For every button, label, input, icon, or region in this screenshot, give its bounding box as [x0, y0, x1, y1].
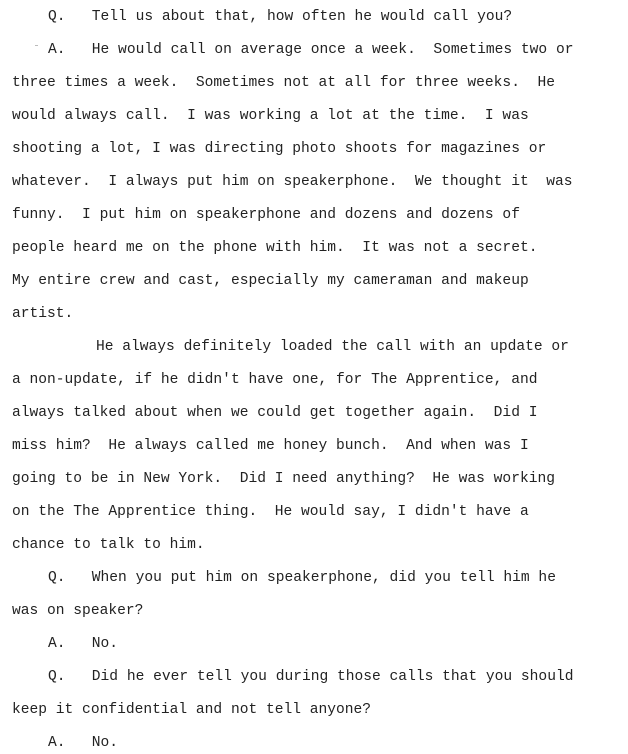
transcript-line: going to be in New York. Did I need anything? He was working [12, 471, 555, 487]
transcript-line: three times a week. Sometimes not at all for three weeks. He [12, 75, 555, 91]
transcript-line: on the The Apprentice thing. He would say, I didn't have a [12, 504, 529, 520]
transcript-line: My entire crew and cast, especially my cameraman and makeup [12, 273, 529, 289]
transcript-line: keep it confidential and not tell anyone? [12, 702, 372, 718]
transcript-line: He always definitely loaded the call with an update or [96, 339, 569, 355]
transcript-line: Q. Tell us about that, how often he would call you? [48, 9, 513, 25]
transcript-line: A. He would call on average once a week. Sometimes two or [48, 42, 574, 58]
transcript-line: chance to talk to him. [12, 537, 205, 553]
transcript-line: miss him? He always called me honey bunch. And when was I [12, 438, 529, 454]
transcript-line: people heard me on the phone with him. It was not a secret. [12, 240, 538, 256]
transcript-line: artist. [12, 306, 74, 322]
transcript-line: would always call. I was working a lot at the time. I was [12, 108, 529, 124]
transcript-line: Q. Did he ever tell you during those calls that you should [48, 669, 574, 685]
transcript-line: Q. When you put him on speakerphone, did you tell him he [48, 570, 556, 586]
transcript-line: funny. I put him on speakerphone and dozens and dozens of [12, 207, 520, 223]
transcript-line: whatever. I always put him on speakerphone. We thought it was [12, 174, 573, 190]
transcript-line: was on speaker? [12, 603, 144, 619]
transcript-line: A. No. [48, 636, 119, 652]
transcript-line: shooting a lot, I was directing photo shoots for magazines or [12, 141, 547, 157]
transcript-line: A. No. [48, 735, 119, 751]
transcript-line: a non-update, if he didn't have one, for The Apprentice, and [12, 372, 538, 388]
transcript-line: always talked about when we could get together again. Did I [12, 405, 538, 421]
scan-mark [35, 45, 38, 46]
